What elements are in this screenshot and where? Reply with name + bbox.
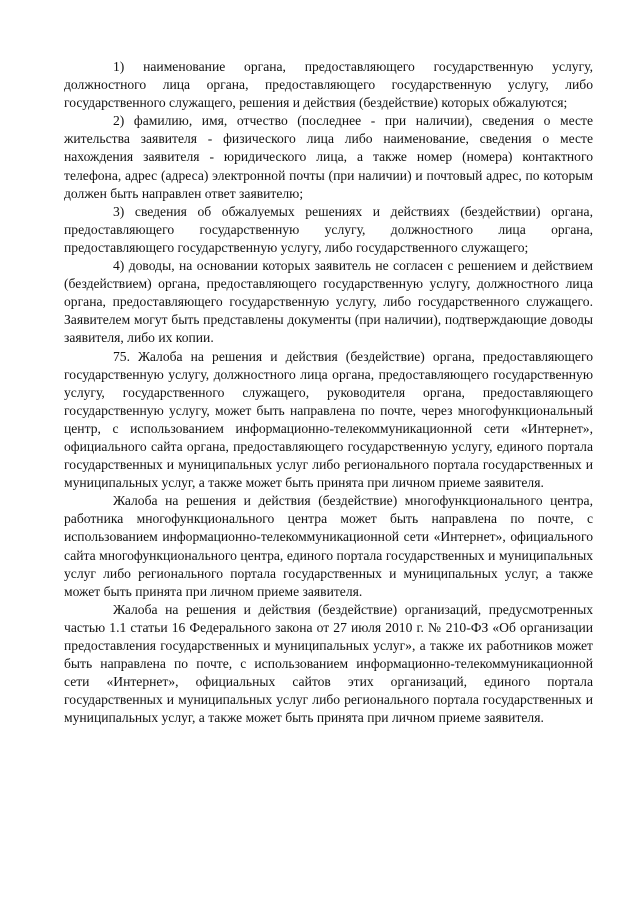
paragraph-item-4: 4) доводы, на основании которых заявитель не согласен с решением и действием (бездействием) органа, предоставляющего государственную услугу, должностного лица органа, предоставляющего государственную услугу, либо государственного служащего. Заявителем могут быть представлены документы (при наличии), подтверждающие доводы заявителя, либо их копии. bbox=[64, 258, 593, 346]
paragraph-item-3: 3) сведения об обжалуемых решениях и действиях (бездействии) органа, предоставляющего государственную услугу, должностного лица органа, предоставляющего государственную услугу, либо государственного служащего; bbox=[64, 203, 593, 255]
paragraph-clause-75: 75. Жалоба на решения и действия (бездействие) органа, предоставляющего государственную услугу, должностного лица органа, предоставляющего государственную услугу, государственного служащего, руководителя органа, предоставляющего государственную услугу, может быть направлена по почте, через многофункциональный центр, с использованием информационно-телекоммуникационной сети «Интернет», официального сайта органа, предоставляющего государственную услугу, единого портала государственных и муниципальных услуг либо регионального портала государственных и муниципальных услуг, а также может быть принята при личном приеме заявителя. bbox=[64, 348, 593, 491]
document-page bbox=[64, 58, 593, 727]
paragraph-item-2: 2) фамилию, имя, отчество (последнее - при наличии), сведения о месте жительства заявителя - физического лица либо наименование, сведения о месте нахождения заявителя - юридического лица, а также номер (номера) контактного телефона, адрес (адреса) электронной почты (при наличии) и почтовый адрес, по которым должен быть направлен ответ заявителю; bbox=[64, 113, 593, 201]
paragraph-mfc-complaint: Жалоба на решения и действия (бездействие) многофункционального центра, работника многофункционального центра может быть направлена по почте, с использованием информационно-телекоммуникационной сети «Интернет», официального сайта многофункционального центра, единого портала государственных и муниципальных услуг либо регионального портала государственных и муниципальных услуг, а также может быть принята при личном приеме заявителя. bbox=[64, 493, 593, 599]
paragraph-item-1: 1) наименование органа, предоставляющего государственную услугу, должностного лица органа, предоставляющего государственную услугу, либо государственного служащего, решения и действия (бездействие) которых обжалуются; bbox=[64, 59, 593, 111]
paragraph-organizations-complaint: Жалоба на решения и действия (бездействие) организаций, предусмотренных частью 1.1 статьи 16 Федерального закона от 27 июля 2010 г. № 210-ФЗ «Об организации предоставления государственных и муниципальных услуг», а также их работников может быть направлена по почте, с использованием информационно-телекоммуникационной сети «Интернет», официальных сайтов этих организаций, единого портала государственных и муниципальных услуг либо регионального портала государственных и муниципальных услуг, а также может быть принята при личном приеме заявителя. bbox=[64, 601, 593, 726]
